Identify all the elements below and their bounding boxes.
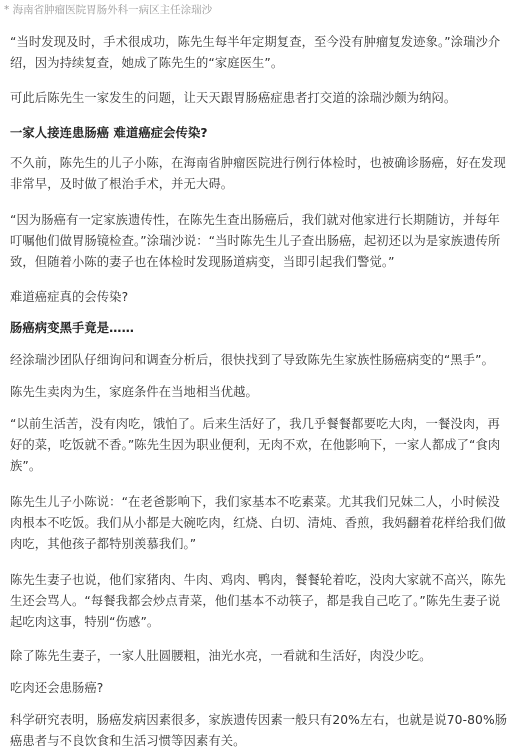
paragraph-son-quote: 陈先生儿子小陈说：“在老爸影响下，我们家基本不吃素菜。尤其我们兄妹二人，小时候没肉根本不吃饭。我们从小都是大碗吃肉，红烧、白切、清炖、香煎，我妈翻着花样给我们做肉吃，其他孩子都特别羡慕我们。” <box>10 495 506 551</box>
paragraph-wife-quote: 陈先生妻子也说，他们家猪肉、牛肉、鸡肉、鸭肉，餐餐轮着吃，没肉大家就不高兴，陈先生还会骂人。“每餐我都会炒点青菜，他们基本不动筷子，都是我自己吃了。”陈先生妻子说起吃肉这事，特别“伤感”。 <box>10 573 506 629</box>
paragraph-son-diagnosis: 不久前，陈先生的儿子小陈，在海南省肿瘤医院进行例行体检时，也被确诊肠癌，好在发现非常早，及时做了根治手术，并无大碍。 <box>10 156 506 191</box>
paragraph-investigation: 经涂瑞沙团队仔细询问和调查分析后，很快找到了导致陈先生家族性肠癌病变的“黑手”。 <box>10 353 495 367</box>
paragraph-meat-habit: “以前生活苦，没有肉吃，饿怕了。后来生活好了，我几乎餐餐都要吃大肉，一餐没肉，再好的菜，吃饭就不香。”陈先生因为职业便利，无肉不欢，在他影响下，一家人都成了“食肉族”。 <box>10 417 501 473</box>
paragraph-question: 难道癌症真的会传染? <box>10 290 129 304</box>
paragraph-butcher: 陈先生卖肉为生，家庭条件在当地相当优越。 <box>10 385 258 399</box>
paragraph-family-appearance: 除了陈先生妻子，一家人肚圆腰粗，油光水亮，一看就和生活好，肉没少吃。 <box>10 649 432 663</box>
paragraph-puzzle: 可此后陈先生一家发生的问题，让天天跟胃肠癌症患者打交道的涂瑞沙颇为纳闷。 <box>10 91 457 105</box>
image-caption: * 海南省肿瘤医院胃肠外科一病区主任涂瑞沙 <box>4 4 213 16</box>
section-heading-culprit: 肠癌病变黑手竟是…… <box>10 321 134 335</box>
section-heading-contagion: 一家人接连患肠癌 难道癌症会传染? <box>10 126 208 140</box>
paragraph-meat-cancer-question: 吃肉还会患肠癌? <box>10 681 104 695</box>
paragraph-followup: “因为肠癌有一定家族遗传性，在陈先生查出肠癌后，我们就对他家进行长期随访，并每年叮嘱他们做胃肠镜检查。”涂瑞沙说：“当时陈先生儿子查出肠癌，起初还以为是家族遗传所致，但随着小陈的妻子也在体检时发现肠道病变，当即引起我们警觉。” <box>10 213 501 269</box>
paragraph-research: 科学研究表明，肠癌发病因素很多，家族遗传因素一般只有20%左右，也就是说70-80%肠癌患者与不良饮食和生活习惯等因素有关。 <box>10 713 508 748</box>
paragraph-recovery: “当时发现及时，手术很成功，陈先生每半年定期复查，至今没有肿瘤复发迹象。”涂瑞沙介绍，因为持续复查，她成了陈先生的“家庭医生”。 <box>10 35 501 70</box>
